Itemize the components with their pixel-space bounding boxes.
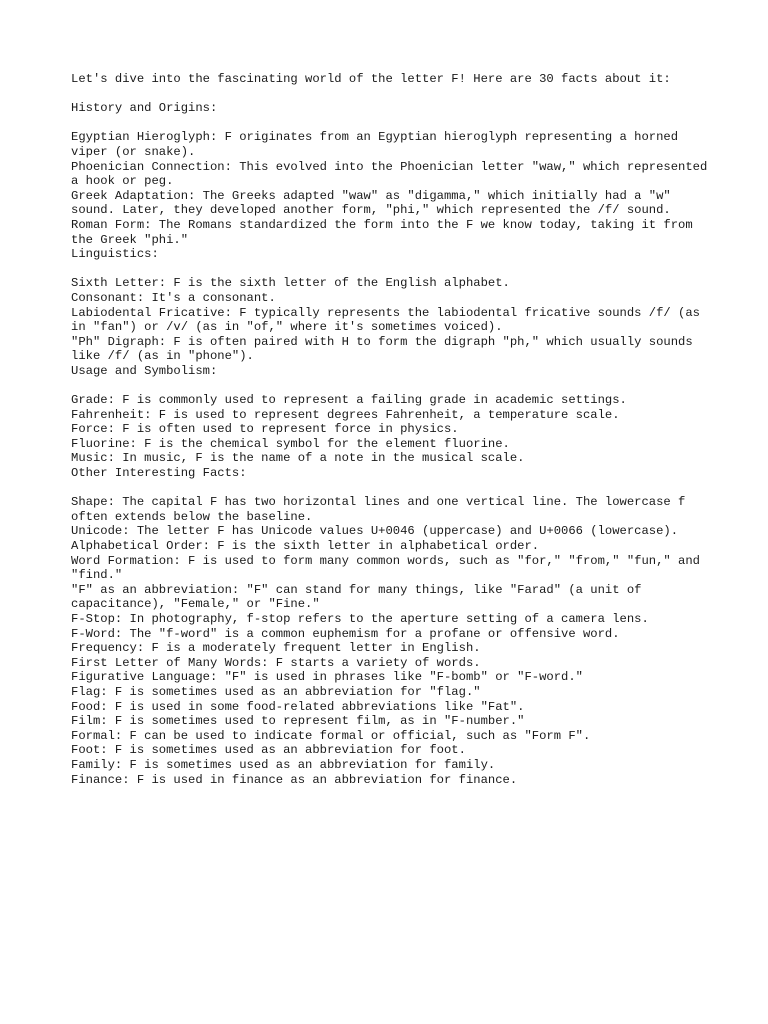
fact-item: Figurative Language: "F" is used in phrases like "F-bomb" or "F-word." (71, 670, 583, 685)
fact-item: Music: In music, F is the name of a note in the musical scale. (71, 451, 525, 466)
fact-item: Frequency: F is a moderately frequent letter in English. (71, 641, 481, 656)
fact-item: Labiodental Fricative: F typically represents the labiodental fricative sounds /f/ (as in "fan") or /v/ (as in "of," where it's sometimes voiced). (71, 305, 708, 335)
fact-item: Greek Adaptation: The Greeks adapted "waw" as "digamma," which initially had a "w" sound. Later, they developed another form, "phi," which represented the /f/ sound. (71, 188, 679, 218)
fact-item: Roman Form: The Romans standardized the form into the F we know today, taking it from the Greek "phi." (71, 217, 700, 247)
fact-item: "F" as an abbreviation: "F" can stand for many things, like "Farad" (a unit of capacitance), "Female," or "Fine." (71, 582, 649, 612)
fact-item: Film: F is sometimes used to represent film, as in "F-number." (71, 714, 525, 729)
fact-item: Alphabetical Order: F is the sixth letter in alphabetical order. (71, 539, 540, 553)
fact-item: Fluorine: F is the chemical symbol for the element fluorine. (71, 436, 510, 451)
spacer (71, 481, 711, 496)
fact-item: Grade: F is commonly used to represent a failing grade in academic settings. (71, 393, 627, 408)
document-body (71, 72, 715, 787)
fact-item: Sixth Letter: F is the sixth letter of the English alphabet. (71, 276, 510, 291)
fact-item: F-Word: The "f-word" is a common euphemism for a profane or offensive word. (71, 626, 620, 641)
fact-item: Foot: F is sometimes used as an abbreviation for foot. (71, 743, 466, 758)
fact-item: Shape: The capital F has two horizontal lines and one vertical line. The lowercase f often extends below the baseline. (71, 495, 693, 524)
fact-item: Flag: F is sometimes used as an abbreviation for "flag." (71, 684, 481, 699)
section-heading: History and Origins: (71, 101, 218, 116)
spacer (71, 378, 711, 393)
fact-item: Consonant: It's a consonant. (71, 290, 276, 305)
intro-paragraph: Let's dive into the fascinating world of the letter F! Here are 30 facts about it: (71, 72, 671, 86)
fact-item: Word Formation: F is used to form many common words, such as "for," "from," "fun," and "find." (71, 553, 708, 583)
section-heading: Usage and Symbolism: (71, 363, 218, 378)
fact-item: Family: F is sometimes used as an abbreviation for family. (71, 757, 496, 772)
fact-item: Egyptian Hieroglyph: F originates from an Egyptian hieroglyph representing a horned viper (or snake). (71, 130, 686, 159)
fact-item: Finance: F is used in finance as an abbreviation for finance. (71, 772, 518, 787)
fact-item: First Letter of Many Words: F starts a variety of words. (71, 655, 481, 670)
fact-item: Force: F is often used to represent force in physics. (71, 422, 459, 437)
fact-item: F-Stop: In photography, f-stop refers to the aperture setting of a camera lens. (71, 611, 649, 626)
fact-item: Fahrenheit: F is used to represent degrees Fahrenheit, a temperature scale. (71, 407, 620, 422)
fact-item: Phoenician Connection: This evolved into the Phoenician letter "waw," which represented a hook or peg. (71, 159, 715, 189)
fact-item: Unicode: The letter F has Unicode values U+0046 (uppercase) and U+0066 (lowercase). (71, 524, 679, 539)
section-heading: Other Interesting Facts: (71, 466, 247, 481)
fact-item: Food: F is used in some food-related abbreviations like "Fat". (71, 699, 525, 714)
spacer (71, 87, 711, 102)
spacer (71, 262, 711, 277)
section-heading: Linguistics: (71, 247, 159, 262)
spacer (71, 116, 711, 131)
fact-item: Formal: F can be used to indicate formal or official, such as "Form F". (71, 728, 591, 743)
fact-item: "Ph" Digraph: F is often paired with H to form the digraph "ph," which usually sounds like /f/ (as in "phone"). (71, 334, 700, 364)
